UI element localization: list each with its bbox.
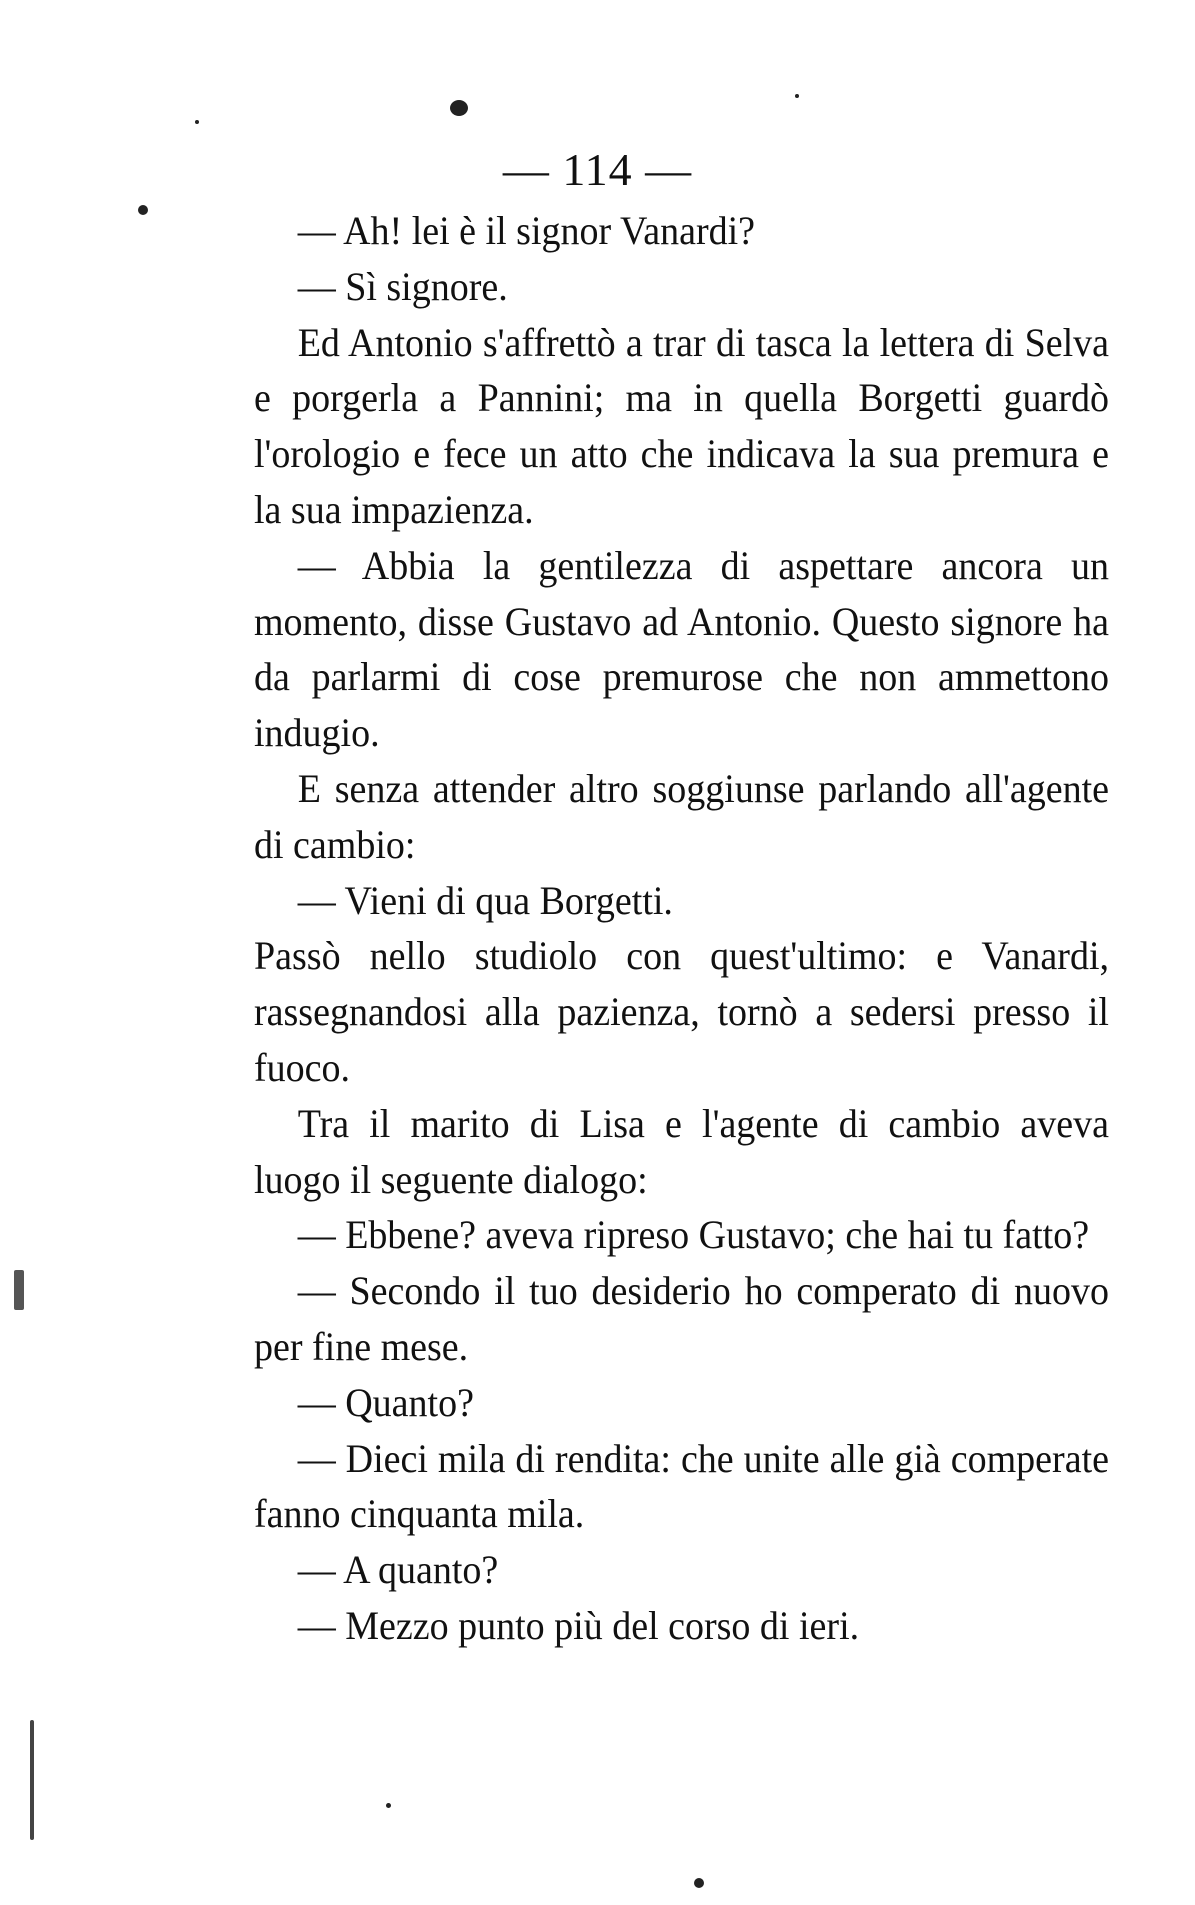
paragraph-1: — Ah! lei è il signor Vanardi? bbox=[297, 208, 756, 253]
scan-speck bbox=[30, 1720, 34, 1840]
paragraph-13: — A quanto? bbox=[297, 1547, 499, 1593]
scan-speck bbox=[795, 94, 799, 98]
paragraph-11: — Quanto? bbox=[297, 1379, 474, 1425]
paragraph-4: — Abbia la gentilezza di aspettare ancora un momento, disse Gustavo ad Antonio. Questo signore ha da parlarmi di cose premurose che non ammettono indugio. bbox=[254, 542, 1109, 756]
scan-speck bbox=[694, 1878, 704, 1888]
scan-speck bbox=[386, 1803, 391, 1808]
scan-speck bbox=[138, 205, 148, 215]
paragraph-10: — Secondo il tuo desiderio ho comperato di nuovo per fine mese. bbox=[254, 1268, 1109, 1369]
paragraph-14: — Mezzo punto più del corso di ieri. bbox=[297, 1602, 860, 1648]
paragraph-12: — Dieci mila di rendita: che unite alle già comperate fanno cinquanta mila. bbox=[254, 1435, 1109, 1537]
page-text bbox=[254, 203, 1109, 1654]
paragraph-5: E senza attender altro soggiunse parlando all'agente di cambio: bbox=[254, 765, 1109, 867]
scan-speck bbox=[14, 1270, 24, 1310]
scan-speck bbox=[450, 100, 468, 116]
paragraph-3: Ed Antonio s'affrettò a trar di tasca la lettera di Selva e porgerla a Pannini; ma in quella Borgetti guardò l'orologio e fece un atto che indicava la sua premura e la sua impazienza. bbox=[254, 319, 1109, 532]
paragraph-8: Tra il marito di Lisa e l'agente di cambio aveva luogo il seguente dialogo: bbox=[254, 1100, 1109, 1202]
paragraph-2: — Sì signore. bbox=[297, 263, 508, 309]
paragraph-7: Passò nello studiolo con quest'ultimo: e Vanardi, rassegnandosi alla pazienza, tornò a sedersi presso il fuoco. bbox=[254, 933, 1109, 1090]
paragraph-6: — Vieni di qua Borgetti. bbox=[297, 877, 673, 923]
paragraph-9: — Ebbene? aveva ripreso Gustavo; che hai tu fatto? bbox=[297, 1212, 1090, 1258]
scan-speck bbox=[195, 120, 199, 124]
page-number: — 114 — bbox=[502, 144, 693, 195]
